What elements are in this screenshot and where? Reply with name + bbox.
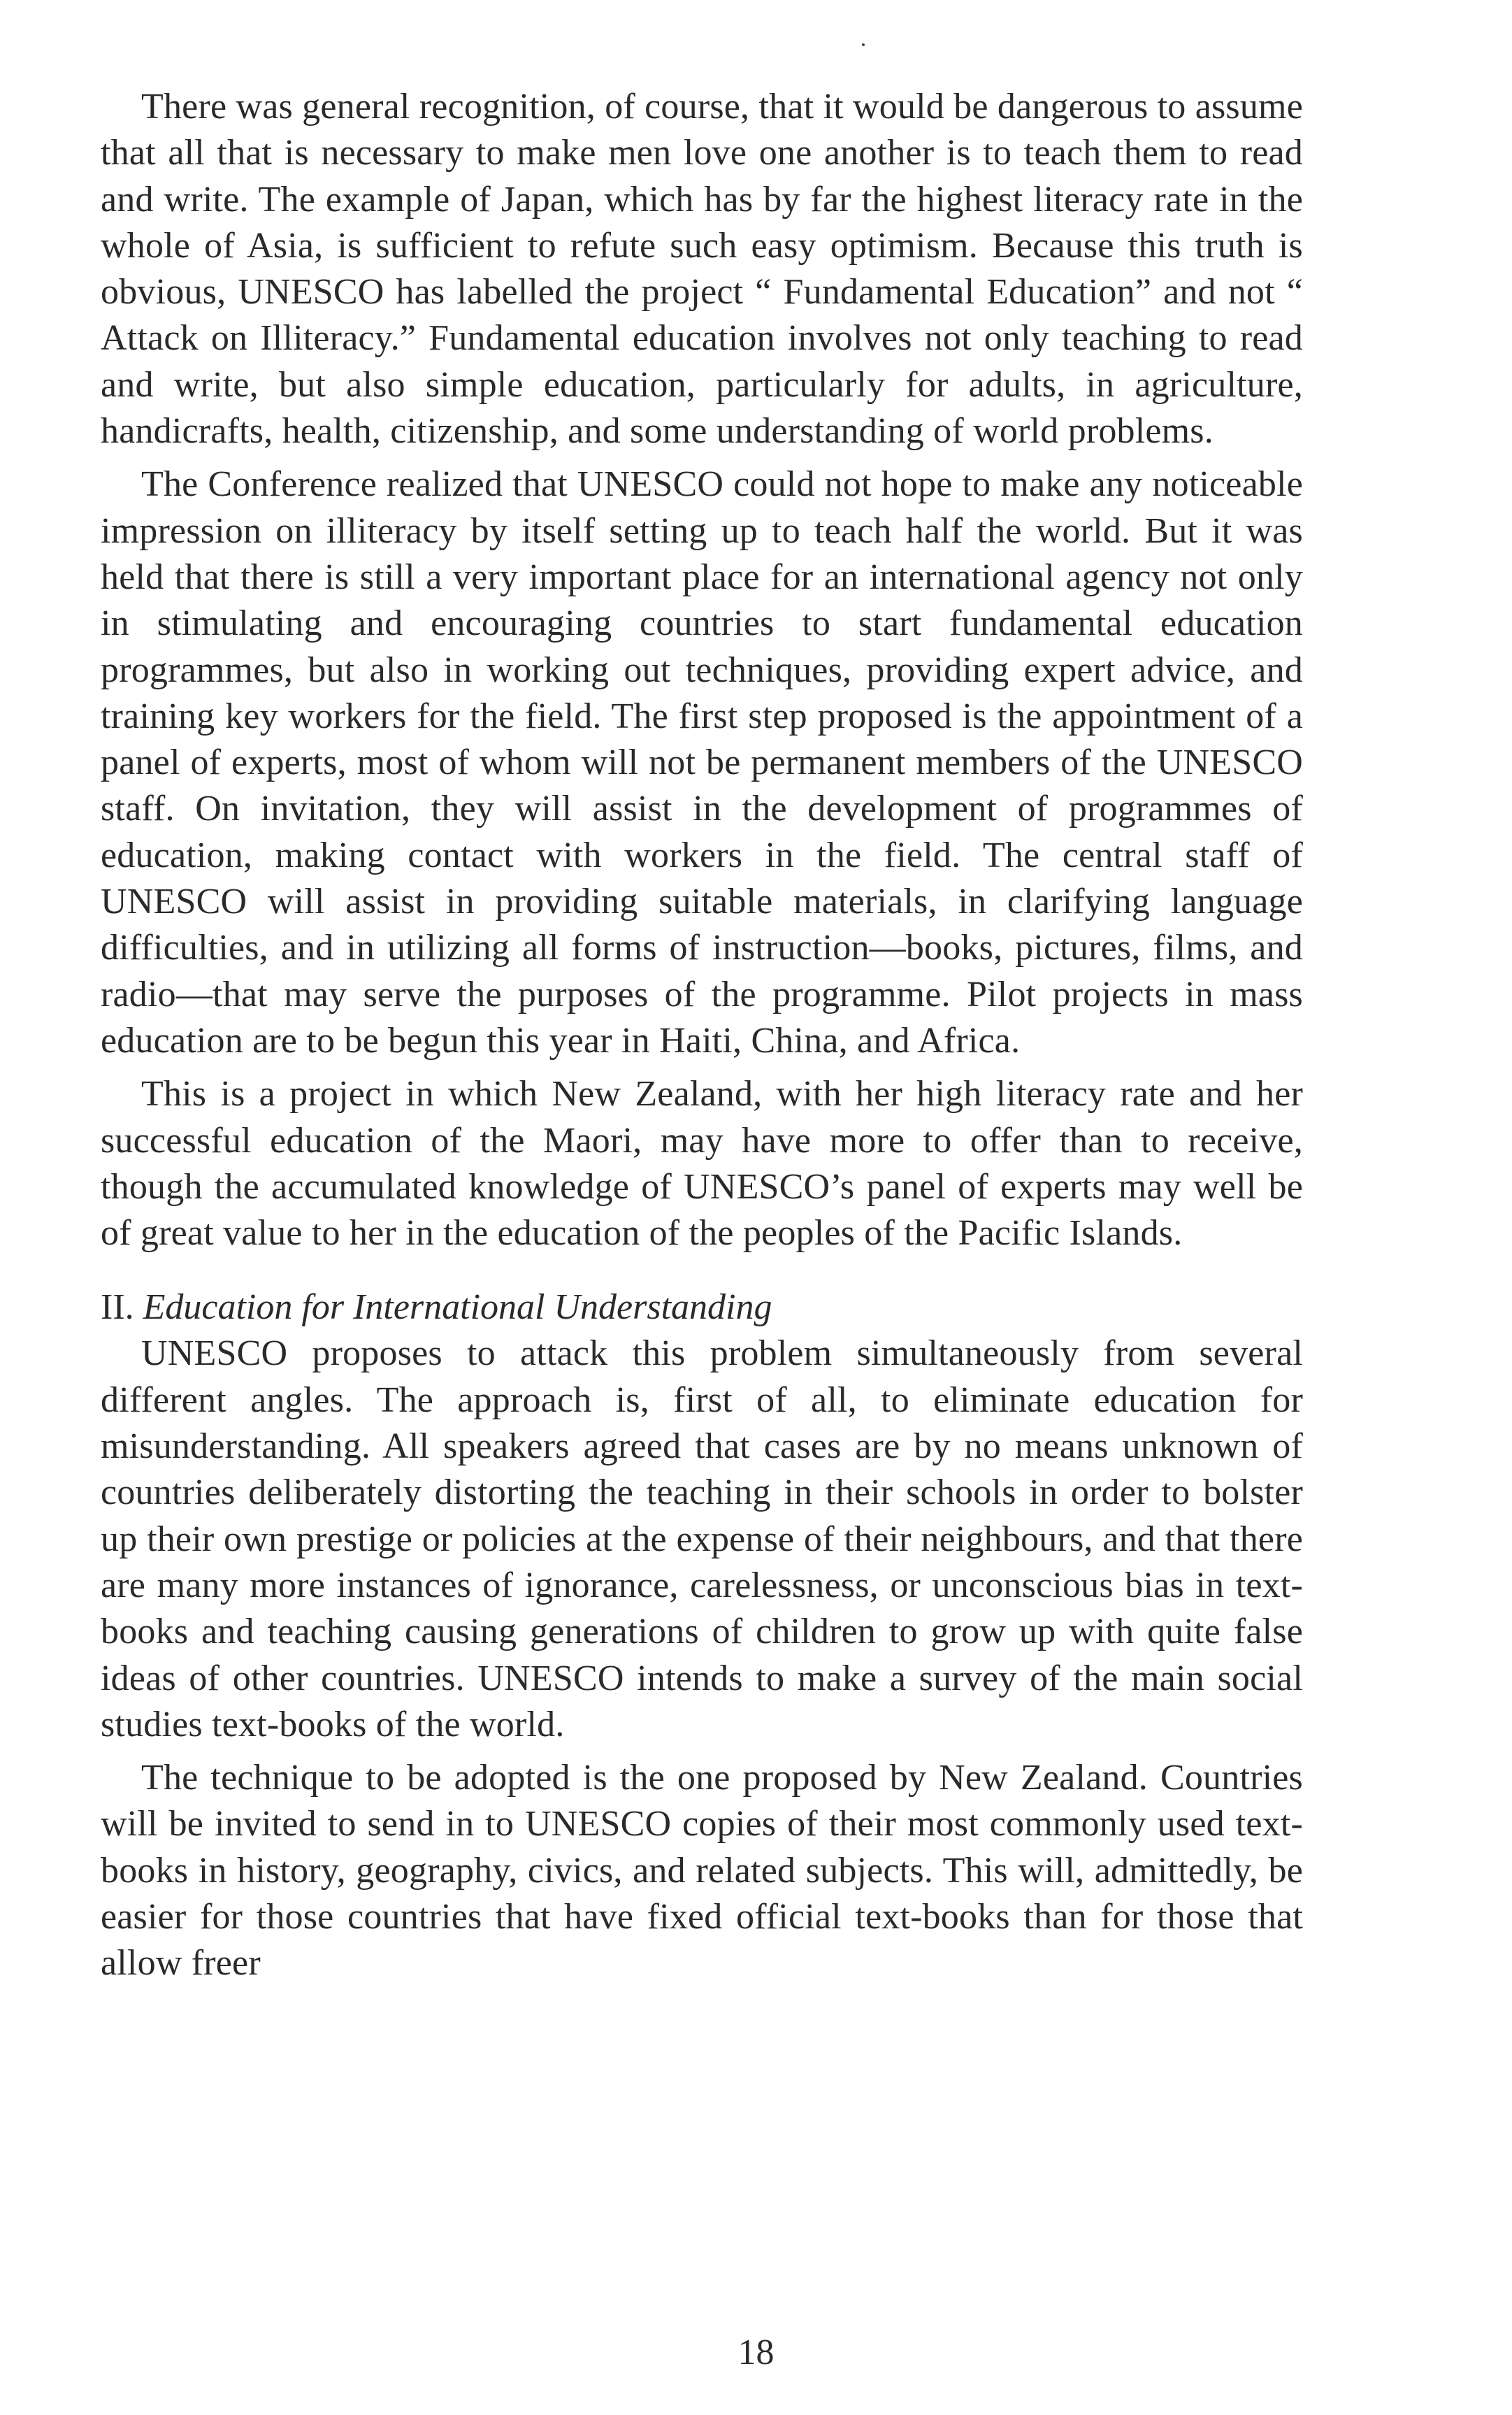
section-number: II. <box>101 1287 134 1328</box>
section-title: Education for International Understanding <box>143 1287 772 1328</box>
paragraph-new-zealand: This is a project in which New Zealand, with her high literacy rate and her successful education of the Maori, may have more to offer than to receive, though the accumulated knowledge of UNESCO’s panel of experts may well be of great value to her in the education of the peoples of the Pacific Islands. <box>101 1074 1303 1254</box>
paragraph-fundamental-education: There was general recognition, of course, that it would be dangerous to assume that all that is necessary to make men love one another is to teach them to read and write. The example of Japan, which has by far the highest literacy rate in the whole of Asia, is sufficient to refute such easy optimism. Because this truth is obvious, UNESCO has labelled the project “ Fundamental Education” and not “ Attack on Illiteracy.” Fundamental education involves not only teaching to read and write, but also simple education, particularly for adults, in agriculture, handicrafts, health, citizenship, and some understanding of world problems. <box>101 87 1303 452</box>
page-number: 18 <box>737 2332 775 2372</box>
stray-mark <box>862 43 865 46</box>
paragraph-conference: The Conference realized that UNESCO could not hope to make any noticeable impression on illiteracy by itself setting up to teach half the world. But it was held that there is still a very important place for an international agency not only in stimulating and encouraging countries to start fundamental education programmes, but also in working out techniques, providing expert advice, and training key workers for the field. The first step proposed is the appointment of a panel of experts, most of whom will not be permanent members of the UNESCO staff. On invitation, they will assist in the development of programmes of education, making contact with workers in the field. The central staff of UNESCO will assist in providing suitable materials, in clarifying language difficulties, and in utilizing all forms of instruction—books, pictures, films, and radio—that may serve the purposes of the programme. Pilot projects in mass education are to be begun this year in Haiti, China, and Africa. <box>101 464 1303 1061</box>
paragraph-technique: The technique to be adopted is the one proposed by New Zealand. Countries will be invited to send in to UNESCO copies of their most commonly used text-books in history, geography, civics, and related subjects. This will, admittedly, be easier for those countries that have fixed official text-books than for those that allow freer <box>101 1758 1303 1984</box>
page-body <box>101 84 1303 1987</box>
paragraph-unesco-proposes: UNESCO proposes to attack this problem simultaneously from several different angles. The approach is, first of all, to eliminate education for misunderstanding. All speakers agreed that cases are by no means unknown of countries deliberately distorting the teaching in their schools in order to bolster up their own prestige or policies at the expense of their neighbours, and that there are many more instances of ignorance, carelessness, or unconscious bias in text-books and teaching causing generations of children to grow up with quite false ideas of other countries. UNESCO intends to make a survey of the main social studies text-books of the world. <box>101 1333 1303 1744</box>
section-heading <box>101 1284 1303 1331</box>
